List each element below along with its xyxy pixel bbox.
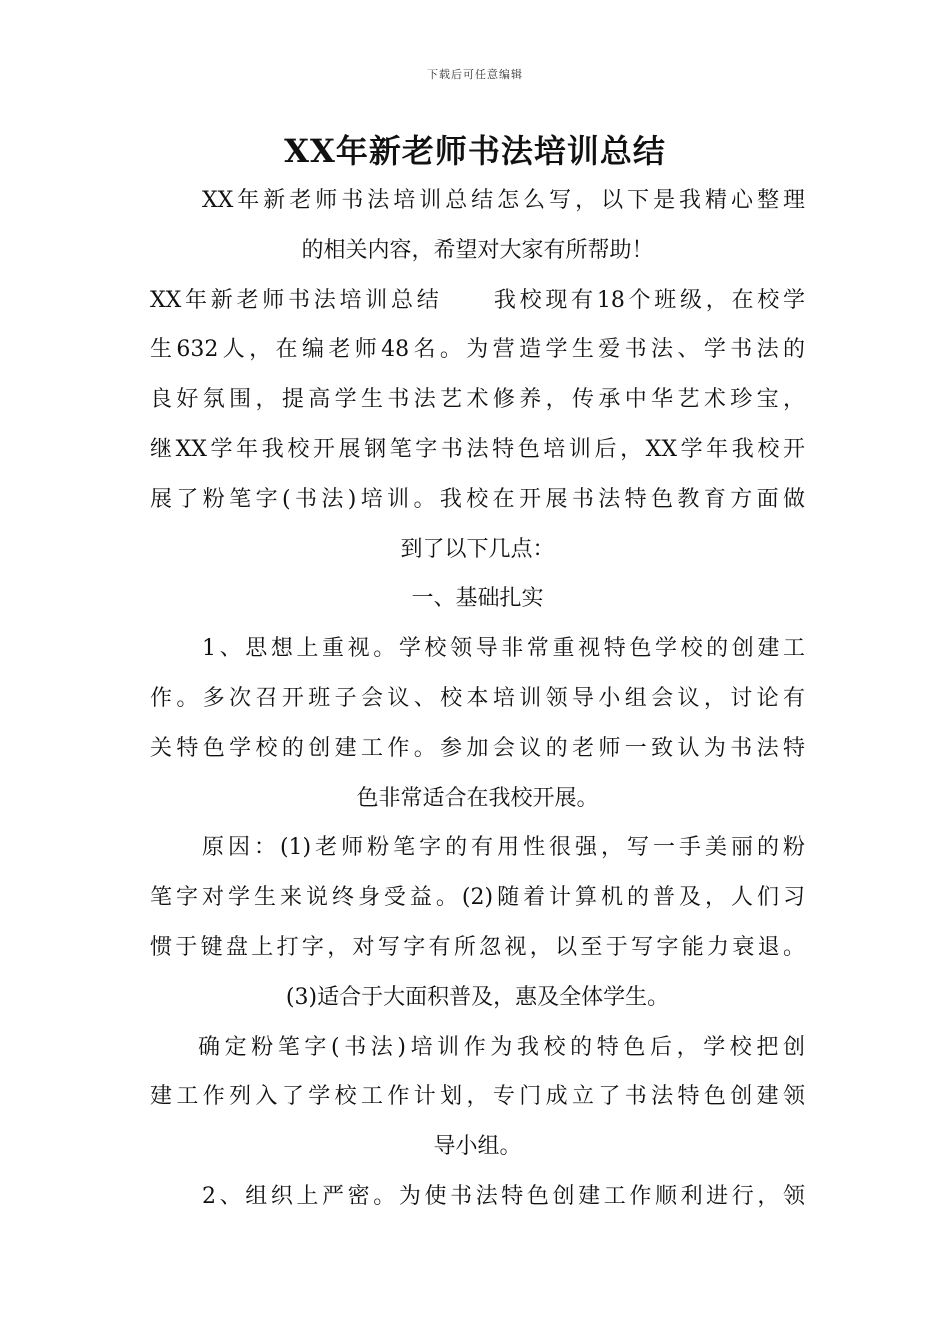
body-line: 2、组织上严密。为使书法特色创建工作顺利进行，领 <box>202 1183 805 1209</box>
body-line: 作。多次召开班子会议、校本培训领导小组会议，讨论有 <box>150 685 805 711</box>
body-line: 展了粉笔字(书法)培训。我校在开展书法特色教育方面做 <box>150 486 805 512</box>
body-line: 惯于键盘上打字，对写字有所忽视，以至于写字能力衰退。 <box>150 934 805 960</box>
document-title: XX年新老师书法培训总结 <box>284 132 666 170</box>
body-line: 良好氛围，提高学生书法艺术修养，传承中华艺术珍宝， <box>150 387 805 413</box>
body-line: 生632人，在编老师48名。为营造学生爱书法、学书法的 <box>150 337 805 363</box>
document-body <box>150 176 805 1222</box>
body-line: (3)适合于大面积普及，惠及全体学生。 <box>285 984 670 1010</box>
body-line: 色非常适合在我校开展。 <box>356 785 599 811</box>
body-line: 原因：(1)老师粉笔字的有用性很强，写一手美丽的粉 <box>202 835 805 861</box>
body-line: XX年新老师书法培训总结怎么写，以下是我精心整理 <box>202 188 805 213</box>
body-line: 确定粉笔字(书法)培训作为我校的特色后，学校把创 <box>198 1034 805 1060</box>
body-line: 关特色学校的创建工作。参加会议的老师一致认为书法特 <box>150 735 805 761</box>
header-note: 下载后可任意编辑 <box>427 68 523 81</box>
section-heading: 一、基础扎实 <box>411 586 544 612</box>
body-line: XX年新老师书法培训总结 我校现有18个班级，在校学 <box>150 287 805 313</box>
body-line: 1、思想上重视。学校领导非常重视特色学校的创建工 <box>202 636 805 662</box>
body-line: 笔字对学生来说终身受益。(2)随着计算机的普及，人们习 <box>150 885 805 911</box>
body-line: 到了以下几点： <box>400 536 555 562</box>
body-line: 导小组。 <box>433 1134 522 1160</box>
body-line: 建工作列入了学校工作计划，专门成立了书法特色创建领 <box>150 1084 805 1110</box>
body-line: 的相关内容，希望对大家有所帮助！ <box>301 237 654 263</box>
body-line: 继XX学年我校开展钢笔字书法特色培训后，XX学年我校开 <box>150 436 805 462</box>
